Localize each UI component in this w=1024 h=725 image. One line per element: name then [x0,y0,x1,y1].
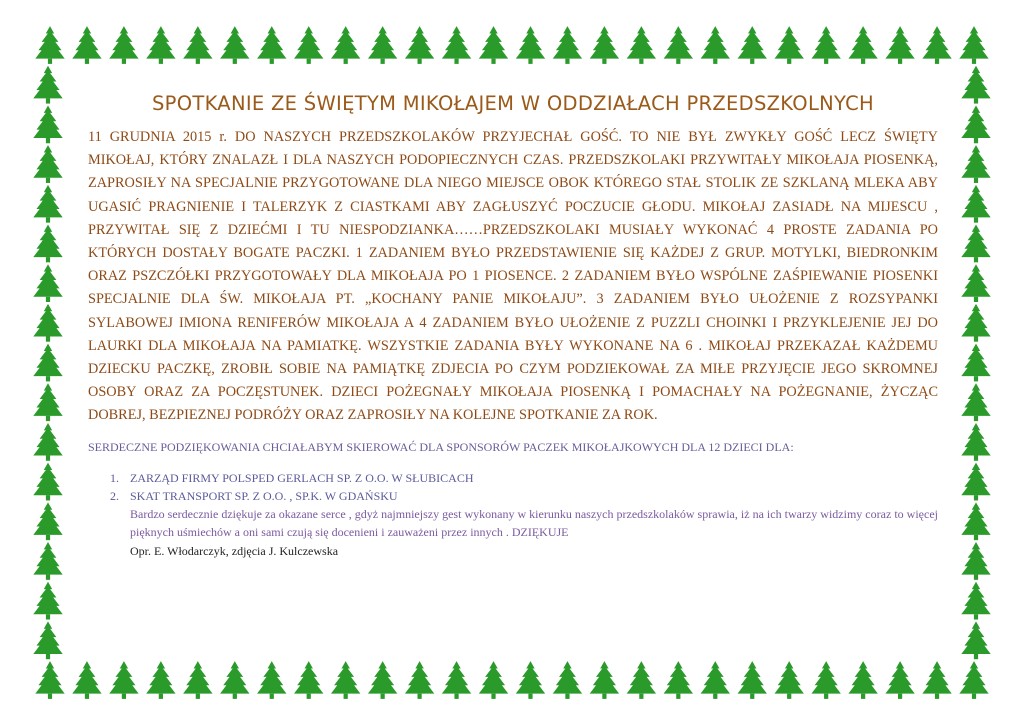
christmas-tree-icon [738,661,767,699]
christmas-tree-icon [848,26,877,64]
christmas-tree-icon [479,661,508,699]
christmas-tree-icon [811,26,840,64]
list-item-text: SKAT TRANSPORT SP. Z O.O. , SP.K. W GDAŃSKU [130,488,398,503]
christmas-tree-icon [627,661,656,699]
christmas-tree-icon [442,661,471,699]
christmas-tree-icon [553,661,582,699]
thanks-heading: SERDECZNE PODZIĘKOWANIA CHCIAŁABYM SKIEROWAĆ DLA SPONSORÓW PACZEK MIKOŁAJKOWYCH DLA 12 DZIECI DLA: [88,439,794,454]
christmas-tree-icon [961,264,990,302]
christmas-tree-icon [701,661,730,699]
christmas-tree-icon [885,661,914,699]
christmas-tree-icon [331,661,360,699]
christmas-tree-icon [35,661,64,699]
christmas-tree-icon [738,26,767,64]
christmas-tree-icon [961,225,990,263]
christmas-tree-icon [183,661,212,699]
christmas-tree-icon [109,661,138,699]
christmas-tree-icon [516,661,545,699]
christmas-tree-icon [811,661,840,699]
christmas-tree-icon [848,661,877,699]
christmas-tree-icon [33,304,62,342]
christmas-tree-icon [961,304,990,342]
christmas-tree-icon [961,542,990,580]
sponsor-list [88,469,938,505]
christmas-tree-icon [146,26,175,64]
christmas-tree-icon [33,542,62,580]
christmas-tree-icon [922,26,951,64]
christmas-tree-icon [961,105,990,143]
christmas-tree-icon [961,66,990,104]
christmas-tree-icon [72,26,101,64]
christmas-tree-icon [701,26,730,64]
christmas-tree-icon [35,26,64,64]
christmas-tree-icon [33,145,62,183]
christmas-tree-icon [33,66,62,104]
christmas-tree-icon [368,661,397,699]
thank-you-note: Bardzo serdecznie dziękuje za okazane serce , gdyż najmniejszy gest wykonany w kierunku naszych przedszkolaków sprawia, iż na ich twarzy widzimy coraz to więcej pięknych uśmiechów a oni sami czują się docenieni i zauważeni przez innych . DZIĘKUJE [130,506,938,540]
christmas-tree-icon [33,383,62,421]
list-item [88,469,938,487]
christmas-tree-icon [961,145,990,183]
christmas-tree-icon [33,463,62,501]
christmas-tree-icon [33,344,62,382]
christmas-tree-icon [405,26,434,64]
christmas-tree-icon [33,582,62,620]
christmas-tree-icon [442,26,471,64]
christmas-tree-icon [220,26,249,64]
christmas-tree-icon [590,661,619,699]
christmas-tree-icon [959,661,988,699]
christmas-tree-icon [72,661,101,699]
christmas-tree-icon [33,185,62,223]
christmas-tree-icon [961,463,990,501]
christmas-tree-icon [33,225,62,263]
christmas-tree-icon [479,26,508,64]
christmas-tree-icon [885,26,914,64]
christmas-tree-icon [516,26,545,64]
christmas-tree-icon [294,26,323,64]
christmas-tree-icon [33,423,62,461]
christmas-tree-icon [33,105,62,143]
christmas-tree-icon [959,26,988,64]
christmas-tree-icon [33,502,62,540]
list-item-number: 1. [110,470,119,485]
christmas-tree-icon [961,502,990,540]
page-title: SPOTKANIE ZE ŚWIĘTYM MIKOŁAJEM W ODDZIAŁACH PRZEDSZKOLNYCH [151,92,875,115]
article-body: 11 GRUDNIA 2015 r. DO NASZYCH PRZEDSZKOLAKÓW PRZYJECHAŁ GOŚĆ. TO NIE BYŁ ZWYKŁY GOŚĆ LECZ ŚWIĘTY MIKOŁAJ, KTÓRY ZNALAZŁ I DLA NASZYCH PODOPIECZNYCH CZAS. PRZEDSZKOLAKI PRZYWITAŁY MIKOŁAJA PIOSENKĄ, ZAPROSIŁY NA SPECJALNIE PRZYGOTOWANE DLA NIEGO MIEJSCE OBOK KTÓREGO STAŁ STOLIK ZE SZKLANĄ MLEKA ABY UGASIĆ PRAGNIENIE I TALERZYK Z CIASTKAMI ABY ZAGŁUSZYĆ POCZUCIE GŁODU. MIKOŁAJ ZASIADŁ NA MIJESCU , PRZYWITAŁ SIĘ Z DZIEĆMI I TU NIESPODZIANKA……PRZEDSZKOLAKI MUSIAŁY WYKONAĆ 4 PROSTE ZADANIA PO KTÓRYCH DOSTAŁY BOGATE PACZKI. 1 ZADANIEM BYŁO PRZEDSTAWIENIE SIĘ KAŻDEJ Z GRUP. MOTYLKI, BIEDRONKIM ORAZ PSZCZÓŁKI PRZYGOTOWAŁY DLA MIKOŁAJA PO 1 PIOSENCE. 2 ZADANIEM BYŁO WSPÓLNE ZAŚPIEWANIE PIOSENKI SPECJALNIE DLA ŚW. MIKOŁAJA PT. „KOCHANY PANIE MIKOŁAJU”. 3 ZADANIEM BYŁO UŁOŻENIE Z ROZSYPANKI SYLABOWEJ IMIONA RENIFERÓW MIKOŁAJA A 4 ZADANIEM BYŁO UŁOŻENIE Z PUZZLI CHOINKI I PRZYKLEJENIE JEJ DO LAURKI DLA MIKOŁAJA NA PAMIATKĘ. WSZYSTKIE ZADANIA BYŁY WYKONANE NA 6 . MIKOŁAJ PRZEKAZAŁ KAŻDEMU DZIECKU PACZKĘ, ZROBIŁ SOBIE NA PAMIĄTKĘ ZDJECIA PO CZYM PODZIEKOWAŁ ZA MIŁE PRZYJĘCIE JEGO SKROMNEJ OSOBY ORAZ ZA POCZĘSTUNEK. DZIECI POŻEGNAŁY MIKOŁAJA PIOSENKĄ I POMACHAŁY NA POŻEGNANIE, ŻYCZĄC DOBREJ, BEZPIEZNEJ PODRÓŻY ORAZ ZAPROSIŁY NA KOLEJNE SPOTKANIE ZA ROK. [88,129,938,424]
christmas-tree-icon [109,26,138,64]
christmas-tree-icon [257,26,286,64]
christmas-tree-icon [961,621,990,659]
christmas-tree-icon [664,26,693,64]
christmas-tree-icon [294,661,323,699]
document-content [88,88,938,559]
christmas-tree-icon [922,661,951,699]
christmas-tree-icon [961,383,990,421]
christmas-tree-icon [33,264,62,302]
list-item-number: 2. [110,488,119,503]
christmas-tree-icon [961,185,990,223]
christmas-tree-icon [775,661,804,699]
christmas-tree-icon [33,621,62,659]
christmas-tree-icon [183,26,212,64]
christmas-tree-icon [146,661,175,699]
christmas-tree-icon [961,423,990,461]
christmas-tree-icon [220,661,249,699]
credits: Opr. E. Włodarczyk, zdjęcia J. Kulczewska [130,543,339,558]
list-item [88,487,938,505]
christmas-tree-icon [775,26,804,64]
christmas-tree-icon [961,344,990,382]
christmas-tree-icon [627,26,656,64]
christmas-tree-icon [405,661,434,699]
christmas-tree-icon [331,26,360,64]
christmas-tree-icon [257,661,286,699]
christmas-tree-icon [961,582,990,620]
christmas-tree-icon [368,26,397,64]
list-item-text: ZARZĄD FIRMY POLSPED GERLACH SP. Z O.O. W SŁUBICACH [130,470,474,485]
christmas-tree-icon [664,661,693,699]
christmas-tree-icon [590,26,619,64]
christmas-tree-icon [553,26,582,64]
